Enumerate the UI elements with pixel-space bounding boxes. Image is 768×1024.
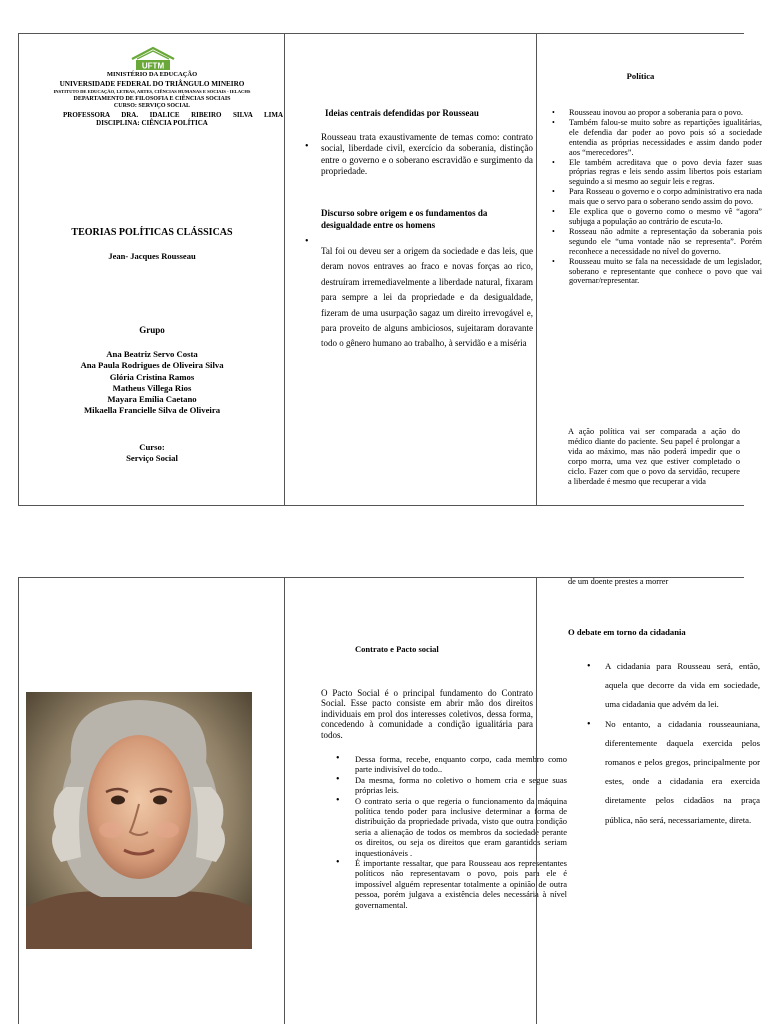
contract-heading: Contrato e Pacto social <box>355 644 439 654</box>
group-label: Grupo <box>139 325 165 335</box>
inequality-text: Tal foi ou deveu ser a origem da sociedade e das leis, que deram novos entraves ao fraco e novas forças ao rico, destruíram irremediavelmente a liberdade natural, fixaram para sempre a lei da propriedade e da desigualdade, fizeram de uma usurpação sagaz um direito irrevogável e, para proveito de alguns ambiciosos, sujeitaram doravante todo o gênero humano ao trabalho, à servidão e a miséria <box>321 246 533 349</box>
ideas-panel <box>284 33 537 506</box>
list-item: • Dessa forma, recebe, enquanto corpo, cada membro como parte indivisível do todo.. <box>355 754 567 775</box>
author-name: Jean- Jacques Rousseau <box>108 251 196 261</box>
cover-panel <box>18 33 285 506</box>
list-item: • É importante ressaltar, que para Rousseau aos representantes políticos não representavam o povo, pois para ele é impossível alguém representar totalmente a opinião de outra pessoa, porém julgava a existência deles necessária à nível governamental. <box>355 858 567 910</box>
ideas-text: Rousseau trata exaustivamente de temas como: contrato social, liberdade civil, exercício da soberania, distinção entre o governo e o soberano escravidão e surgimento da propriedade. <box>321 132 533 177</box>
politics-heading: Política <box>626 71 655 81</box>
contract-list <box>321 754 567 910</box>
course-header: CURSO: SERVIÇO SOCIAL <box>113 103 191 109</box>
course-info <box>19 442 285 465</box>
list-item: • A cidadania para Rousseau será, então, aquela que decorre da vida em sociedade, uma cidadania que advém da lei. <box>605 657 760 715</box>
citizenship-heading: O debate em torno da cidadania <box>568 627 686 637</box>
member-item: Mikaella Francielle Silva de Oliveira <box>83 405 221 416</box>
bullet-icon: • <box>305 141 309 152</box>
members-list <box>19 349 285 417</box>
political-action-text: A ação política vai ser comparada a ação do médico diante do paciente. Seu papel é prolongar a vida ao máximo, mas não poderá impedir que o corpo morra, uma vez que estiver completado o ciclo. Fazer com que o povo da servidão, recupere a liberdade é mesmo que recuperar a vida <box>568 427 740 486</box>
professor-name: PROFESSORA DRA. IDALICE RIBEIRO SILVA LIMA <box>63 111 283 119</box>
portrait-panel <box>18 577 285 1024</box>
list-item: • Para Rosseau o governo e o corpo administrativo era nada mais que o servo para o soberano sendo assim do povo. <box>569 187 762 207</box>
course-label: Curso: <box>139 442 165 452</box>
rousseau-portrait <box>26 692 252 949</box>
course-value: Serviço Social <box>126 453 178 464</box>
ministry-name: MINISTÉRIO DA EDUCAÇÃO <box>106 71 198 78</box>
member-item: Matheus Villega Rios <box>112 382 192 393</box>
university-name: UNIVERSIDADE FEDERAL DO TRIÂNGULO MINEIRO <box>59 80 245 88</box>
list-item: • Da mesma, forma no coletivo o homem cria e segue suas próprias leis. <box>355 775 567 796</box>
member-item: Mayara Emília Caetano <box>107 394 197 405</box>
citizenship-list <box>585 657 760 830</box>
ideas-heading: Ideias centrais defendidas por Rousseau <box>325 108 479 118</box>
department-name: DEPARTAMENTO DE FILOSOFIA E CIÊNCIAS SOCIAIS <box>73 96 231 102</box>
member-item: Glória Cristina Ramos <box>109 371 195 382</box>
politics-panel <box>536 33 762 506</box>
politics-list <box>547 108 762 286</box>
list-item: • Rousseau inovou ao propor a soberania para o povo. <box>569 108 762 118</box>
list-item: • Rosseau não admite a representação da soberania pois segundo ele “uma vontade não se representa”. Porém reconhece a necessidade no nível do governo. <box>569 227 762 257</box>
list-item: • Rousseau muito se fala na necessidade de um legislador, soberano e representante que conhece o povo que vai governar/representar. <box>569 257 762 287</box>
social-pact-text: O Pacto Social é o principal fundamento do Contrato Social. Esse pacto consiste em abrir mão dos direitos individuais em prol dos interesses coletivos, dessa forma, concedendo à comunidade a condição igualitária para todos. <box>321 688 533 740</box>
document-title: TEORIAS POLÍTICAS CLÁSSICAS <box>71 227 233 238</box>
discipline-name: DISCIPLINA: CIÊNCIA POLÍTICA <box>96 119 208 127</box>
inequality-heading: Discurso sobre origem e os fundamentos da desigualdade entre os homens <box>321 208 488 230</box>
institute-name: INSTITUTO DE EDUCAÇÃO, LETRAS, ARTES, CIÊNCIAS HUMANAS E SOCIAIS - IELACHS <box>53 89 251 94</box>
list-item: • No entanto, a cidadania rousseauniana, diferentemente daquela exercida pelos romanos e pelos gregos, principalmente por estes, onde a cidadania era exercida diretamente pelos cidadãos na praça pública, não será, necessariamente, direta. <box>605 715 760 830</box>
list-item: • Também falou-se muito sobre as repartições igualitárias, ele defendia dar poder ao povo pois só a sociedade entendia as próprias necessidades e assim dando poder aos “merecedores”. <box>569 118 762 158</box>
citizenship-panel <box>536 577 760 1024</box>
bullet-icon: • <box>305 236 309 247</box>
member-item: Ana Beatriz Servo Costa <box>106 349 198 359</box>
member-item: Ana Paula Rodrigues de Oliveira Silva <box>80 360 224 371</box>
list-item: • Ele também acreditava que o povo devia fazer suas próprias regras e leis sendo assim libertos pois estariam seguindo a si mesmo ao seguir leis e regras. <box>569 158 762 188</box>
list-item: • Ele explica que o governo como o mesmo vê “agora” subjuga a população ao contrário de escuta-lo. <box>569 207 762 227</box>
continuation-text: de um doente prestes a morrer <box>568 577 669 586</box>
contract-panel <box>284 577 567 1024</box>
logo-text: UFTM <box>141 61 165 71</box>
list-item: • O contrato seria o que regeria o funcionamento da máquina política tendo poder para inclusive determinar a forma de distribuição da propriedade privada, visto que outra condição seria a alienação de todos os membros da sociedade perante os direitos, ou seja os direitos que eram garantidos seriam inquestionáveis . <box>355 796 567 858</box>
university-logo <box>130 46 176 72</box>
